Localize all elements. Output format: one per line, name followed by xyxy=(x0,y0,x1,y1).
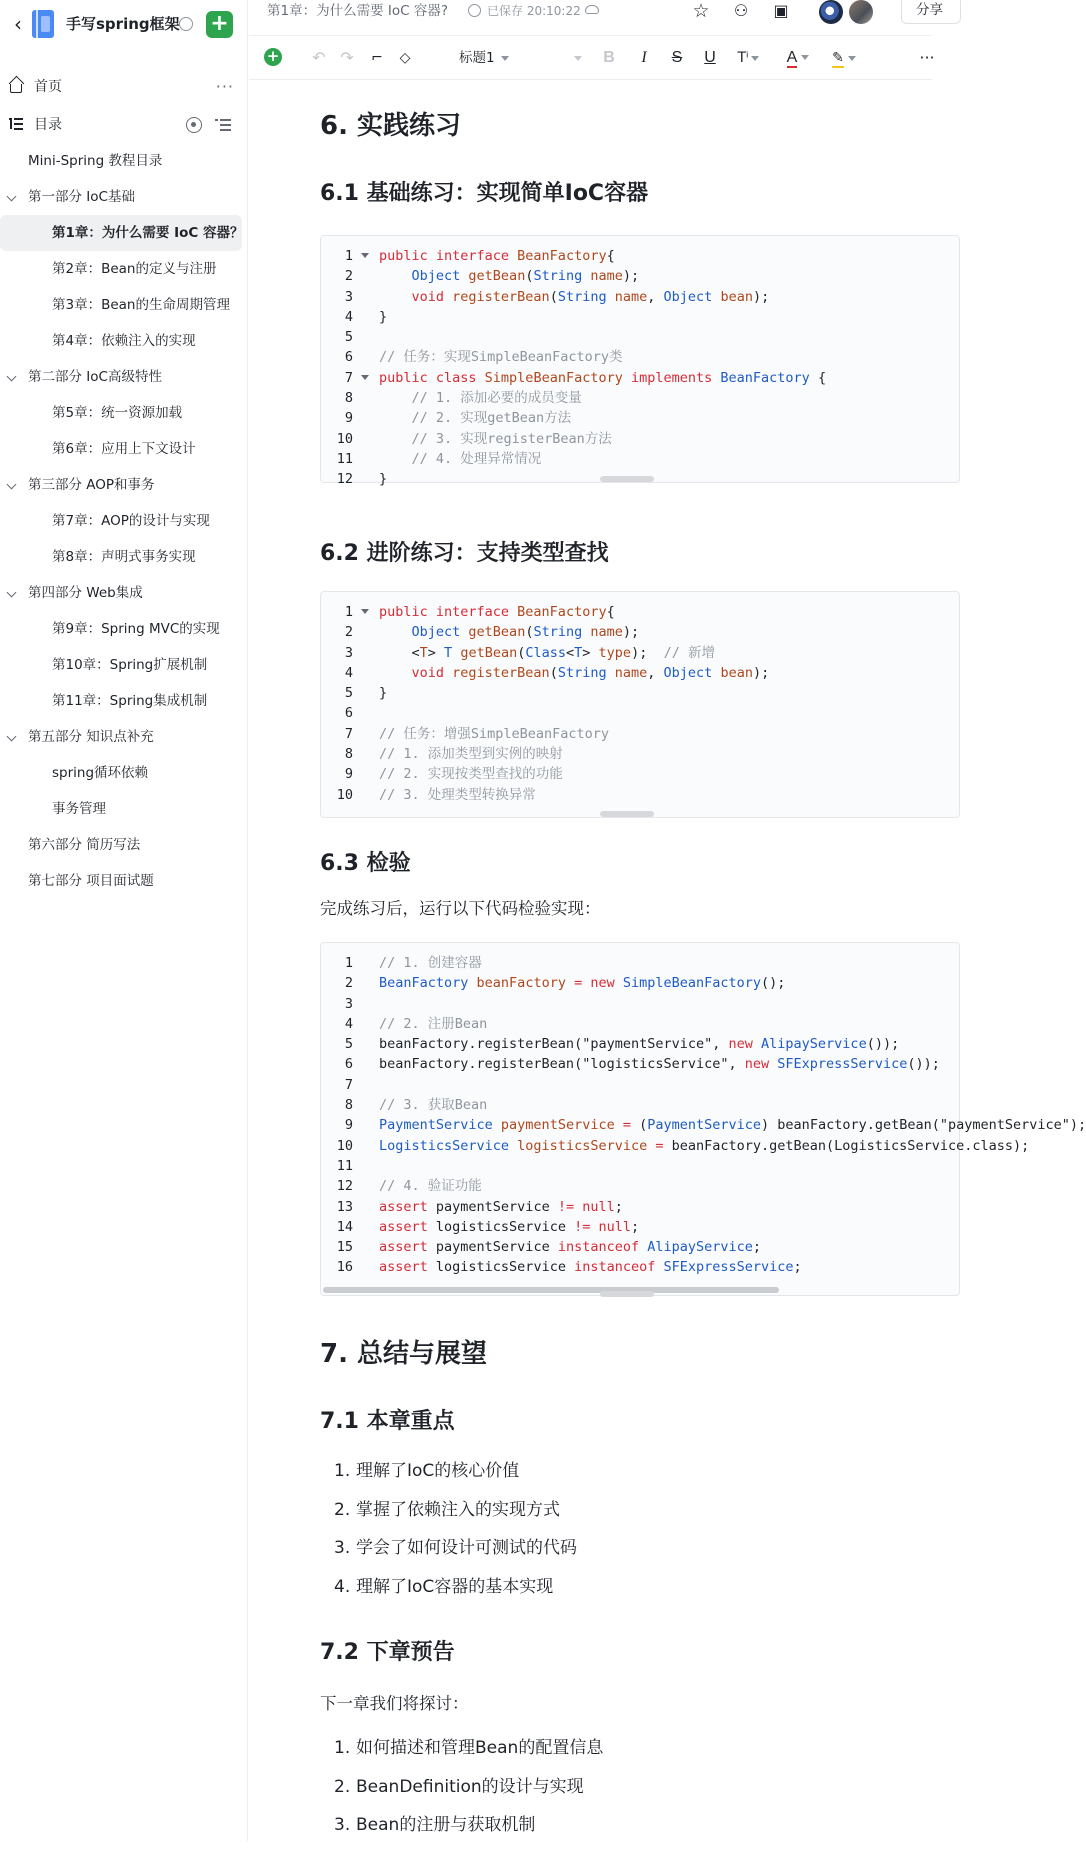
code-text: beanFactory.registerBean("logisticsService", new SFExpressService()); xyxy=(379,1056,940,1073)
code-text: BeanFactory beanFactory = new SimpleBeanFactory(); xyxy=(379,975,786,992)
code-line[interactable] xyxy=(321,1217,959,1237)
code-line[interactable] xyxy=(321,973,959,993)
line-number: 15 xyxy=(336,1239,353,1256)
saved-status-text: 已保存 20:10:22 xyxy=(487,4,581,18)
code-line[interactable] xyxy=(321,703,959,723)
add-button[interactable]: + xyxy=(206,11,233,38)
code-block[interactable] xyxy=(320,942,1086,1296)
line-number: 11 xyxy=(336,1157,353,1174)
heading-practice: 6. 实践练习 xyxy=(320,111,462,141)
line-number: 2 xyxy=(344,975,353,992)
toc-item[interactable]: 第五部分 知识点补充 xyxy=(0,719,248,755)
code-text: assert logisticsService instanceof SFExpressService; xyxy=(379,1259,802,1276)
line-number: 12 xyxy=(336,1178,353,1195)
line-number: 16 xyxy=(336,1259,353,1276)
code-line[interactable] xyxy=(321,1156,959,1176)
code-text: // 任务：实现SimpleBeanFactory类 xyxy=(379,349,623,366)
line-number: 9 xyxy=(344,1117,353,1134)
code-line[interactable] xyxy=(321,368,959,388)
toc-item[interactable]: 第六部分 简历写法 xyxy=(28,837,141,853)
code-line[interactable] xyxy=(321,1095,959,1115)
dropdown-caret-icon[interactable] xyxy=(572,47,584,69)
fold-chevron-icon[interactable] xyxy=(361,253,369,258)
code-scroll-thumb[interactable] xyxy=(600,1291,654,1297)
code-text: public interface BeanFactory{ xyxy=(379,248,615,264)
list-item: 3. Bean的注册与获取机制 xyxy=(334,1815,536,1835)
line-number: 4 xyxy=(344,664,353,681)
code-line[interactable] xyxy=(321,307,959,327)
toc-item[interactable]: 第7章：AOP的设计与实现 xyxy=(52,513,210,529)
strikethrough-button[interactable]: S xyxy=(671,49,683,66)
redo-icon[interactable]: ↷ xyxy=(340,48,354,67)
heading-summary: 7. 总结与展望 xyxy=(320,1339,488,1369)
code-text: PaymentService paymentService = (PaymentService) beanFactory.getBean("paymentService"); xyxy=(379,1117,1086,1134)
code-text: Object getBean(String name); xyxy=(411,268,640,285)
code-line[interactable] xyxy=(321,1237,959,1257)
list-item: 4. 理解了IoC容器的基本实现 xyxy=(334,1576,554,1597)
code-scroll-thumb[interactable] xyxy=(600,811,654,817)
code-line[interactable] xyxy=(321,744,959,764)
next-points-list xyxy=(334,1735,603,1851)
knowledge-base-book-icon xyxy=(32,10,54,38)
chevron-down-icon[interactable] xyxy=(7,732,17,742)
sidebar-header xyxy=(0,0,248,50)
line-number: 6 xyxy=(344,705,353,722)
list-item: 1. 理解了IoC的核心价值 xyxy=(334,1461,520,1481)
chevron-down-icon[interactable] xyxy=(7,192,17,202)
line-number: 14 xyxy=(336,1218,353,1235)
line-number: 3 xyxy=(344,288,353,305)
code-line[interactable] xyxy=(321,724,959,744)
code-horizontal-scrollbar[interactable] xyxy=(323,1287,779,1293)
more-icon[interactable]: ··· xyxy=(215,77,234,96)
sidebar xyxy=(0,0,248,1841)
code-text: assert logisticsService != null; xyxy=(379,1218,640,1235)
code-line[interactable] xyxy=(321,785,959,805)
line-number: 10 xyxy=(336,430,353,447)
code-text: LogisticsService logisticsService = beanFactory.getBean(LogisticsService.class); xyxy=(379,1137,1030,1154)
line-number: 8 xyxy=(344,1097,353,1114)
heading-select[interactable]: 标题1 xyxy=(459,47,549,69)
code-text: <T> T getBean(Class<T> type); // 新增 xyxy=(379,644,715,661)
toc-item-active[interactable]: 第1章：为什么需要 IoC 容器？ xyxy=(0,215,242,251)
code-text: // 3. 实现registerBean方法 xyxy=(379,430,612,447)
heading-key-points: 7.1 本章重点 xyxy=(320,1409,455,1434)
heading-next-chapter: 7.2 下章预告 xyxy=(320,1640,455,1665)
code-line[interactable] xyxy=(321,449,959,469)
line-number: 2 xyxy=(344,624,353,641)
line-number: 7 xyxy=(344,725,353,742)
back-arrow-icon[interactable]: ‹ xyxy=(14,12,22,36)
code-line[interactable] xyxy=(321,1257,959,1277)
code-text: Object getBean(String name); xyxy=(411,624,640,641)
line-number: 1 xyxy=(344,248,353,264)
line-number: 3 xyxy=(344,644,353,661)
saved-status-icon xyxy=(468,4,481,17)
toc-item[interactable]: 第10章：Spring扩展机制 xyxy=(52,657,208,673)
list-item: 3. 学会了如何设计可测试的代码 xyxy=(334,1538,577,1558)
code-text: assert paymentService instanceof AlipayService; xyxy=(379,1239,762,1256)
toc-item[interactable]: 第二部分 IoC高级特性 xyxy=(0,359,248,395)
toc-item[interactable]: 第四部分 Web集成 xyxy=(0,575,248,611)
code-line[interactable] xyxy=(321,408,959,428)
line-number: 2 xyxy=(344,268,353,285)
avatar[interactable] xyxy=(819,0,843,24)
code-line[interactable] xyxy=(321,347,959,367)
code-text: // 3. 获取Bean xyxy=(379,1097,488,1114)
code-line[interactable] xyxy=(321,622,959,642)
code-line[interactable] xyxy=(321,1136,1030,1156)
code-text: beanFactory.registerBean("paymentService", new AlipayService()); xyxy=(379,1036,900,1053)
document-title[interactable]: 第1章：为什么需要 IoC 容器? xyxy=(267,3,449,19)
format-painter-icon[interactable]: ⌐ xyxy=(371,50,383,66)
italic-button[interactable]: I xyxy=(641,49,647,66)
sidebar-item-label: 首页 xyxy=(34,79,62,95)
code-line[interactable] xyxy=(321,1034,959,1054)
sidebar-item-label: 目录 xyxy=(34,117,62,133)
line-number: 11 xyxy=(336,450,353,467)
toc-icon xyxy=(9,117,23,133)
code-line[interactable] xyxy=(321,1054,959,1074)
code-line[interactable] xyxy=(321,683,959,703)
code-line[interactable] xyxy=(321,327,959,347)
code-text: // 任务：增强SimpleBeanFactory xyxy=(379,725,610,742)
code-line[interactable] xyxy=(321,287,959,307)
toc-item[interactable]: 第4章：依赖注入的实现 xyxy=(52,333,196,349)
code-text: public class SimpleBeanFactory implements BeanFactory { xyxy=(379,369,827,386)
toc-item[interactable]: 第8章：声明式事务实现 xyxy=(52,549,196,565)
text-color-button[interactable]: A xyxy=(783,47,813,69)
knowledge-base-title[interactable]: 手写spring框架 xyxy=(66,15,180,33)
code-line[interactable] xyxy=(321,388,959,408)
code-text: public interface BeanFactory{ xyxy=(379,604,615,620)
heading-verify: 6.3 检验 xyxy=(320,851,411,876)
add-collaborator-icon[interactable]: ⚇ xyxy=(733,1,749,20)
code-line[interactable] xyxy=(321,1115,1086,1135)
line-number: 7 xyxy=(344,369,353,386)
toc-item[interactable]: 第三部分 AOP和事务 xyxy=(0,467,248,503)
heading-advanced-exercise: 6.2 进阶练习：支持类型查找 xyxy=(320,541,609,566)
format-toolbar xyxy=(249,36,935,80)
document-header xyxy=(249,0,943,36)
code-text: // 1. 添加类型到实例的映射 xyxy=(379,746,563,763)
list-item: 2. BeanDefinition的设计与实现 xyxy=(334,1776,584,1797)
code-scroll-thumb[interactable] xyxy=(600,476,654,482)
locate-current-icon[interactable] xyxy=(186,117,202,133)
fold-chevron-icon[interactable] xyxy=(361,375,369,380)
line-number: 5 xyxy=(344,1036,353,1053)
sidebar-item-home[interactable] xyxy=(0,70,248,104)
code-line[interactable] xyxy=(321,429,959,449)
presentation-icon[interactable]: ▣ xyxy=(773,1,789,20)
code-line[interactable] xyxy=(321,246,959,266)
toc-item[interactable]: 第七部分 项目面试题 xyxy=(28,873,154,889)
toc-item[interactable]: 第3章：Bean的生命周期管理 xyxy=(52,297,230,313)
code-text: // 4. 验证功能 xyxy=(379,1178,482,1195)
code-line[interactable] xyxy=(321,1014,959,1034)
line-number: 9 xyxy=(344,410,353,427)
code-text: // 4. 处理异常情况 xyxy=(379,450,542,467)
highlight-icon[interactable]: ✎ xyxy=(827,47,861,69)
code-line[interactable] xyxy=(321,602,959,622)
toc-item[interactable]: Mini-Spring 教程目录 xyxy=(28,153,163,169)
line-number: 12 xyxy=(336,471,353,488)
verify-paragraph: 完成练习后，运行以下代码检验实现： xyxy=(320,899,601,918)
more-icon[interactable]: ··· xyxy=(919,48,935,67)
code-text: // 1. 创建容器 xyxy=(379,955,482,971)
line-number: 4 xyxy=(344,308,353,325)
toc-item[interactable]: 第11章：Spring集成机制 xyxy=(52,693,208,709)
code-text: assert paymentService != null; xyxy=(379,1198,623,1215)
key-points-list xyxy=(334,1458,577,1612)
code-line[interactable] xyxy=(321,1075,959,1095)
list-item: 2. 掌握了依赖注入的实现方式 xyxy=(334,1499,560,1520)
toc-item[interactable]: 第一部分 IoC基础 xyxy=(0,179,248,215)
line-number: 1 xyxy=(344,604,353,620)
collapse-all-icon[interactable] xyxy=(215,118,231,132)
home-icon xyxy=(10,84,22,93)
line-number: 8 xyxy=(344,746,353,763)
code-text: void registerBean(String name, Object bean); xyxy=(411,664,770,681)
code-block[interactable] xyxy=(320,235,960,488)
line-number: 5 xyxy=(344,329,353,346)
line-number: 5 xyxy=(344,685,353,702)
code-line[interactable] xyxy=(321,266,959,286)
sidebar-item-toc[interactable] xyxy=(0,108,248,142)
chevron-down-icon[interactable] xyxy=(7,372,17,382)
line-number: 9 xyxy=(344,766,353,783)
undo-icon[interactable]: ↶ xyxy=(312,48,326,67)
chevron-down-icon[interactable] xyxy=(7,588,17,598)
line-number: 6 xyxy=(344,349,353,366)
code-text: // 3. 处理类型转换异常 xyxy=(379,786,536,803)
line-number: 1 xyxy=(344,955,353,971)
insert-block-button[interactable]: + xyxy=(264,48,282,66)
line-number: 8 xyxy=(344,390,353,407)
next-chapter-paragraph: 下一章我们将探讨： xyxy=(320,1694,469,1713)
code-line[interactable] xyxy=(321,663,959,683)
code-text: // 2. 实现按类型查找的功能 xyxy=(379,766,563,783)
toc-item[interactable]: 第5章：统一资源加载 xyxy=(52,405,183,421)
toc-item[interactable]: 第6章：应用上下文设计 xyxy=(52,441,196,457)
clear-format-icon[interactable]: ◇ xyxy=(399,50,411,66)
visibility-icon[interactable] xyxy=(179,17,193,31)
line-number: 10 xyxy=(336,1137,353,1154)
toc-item[interactable]: spring循环依赖 xyxy=(52,765,149,781)
chevron-down-icon[interactable] xyxy=(7,480,17,490)
line-number: 10 xyxy=(336,786,353,803)
code-line[interactable] xyxy=(321,643,959,663)
line-number: 7 xyxy=(344,1076,353,1093)
line-number: 13 xyxy=(336,1198,353,1215)
code-line[interactable] xyxy=(321,1197,959,1217)
code-line[interactable] xyxy=(321,1176,959,1196)
heading-basic-exercise: 6.1 基础练习：实现简单IoC容器 xyxy=(320,181,649,206)
document-body xyxy=(249,80,1086,1841)
avatar[interactable] xyxy=(849,0,873,24)
code-text: // 1. 添加必要的成员变量 xyxy=(379,390,582,407)
toc-tree xyxy=(0,143,248,899)
bold-button[interactable]: B xyxy=(603,49,615,66)
share-button[interactable]: 分享 xyxy=(901,0,961,24)
fold-chevron-icon[interactable] xyxy=(361,609,369,614)
line-number: 6 xyxy=(344,1056,353,1073)
code-text: } xyxy=(379,308,388,325)
underline-button[interactable]: U xyxy=(704,49,716,66)
code-text: // 2. 注册Bean xyxy=(379,1015,488,1032)
code-text: // 2. 实现getBean方法 xyxy=(379,410,572,427)
code-line[interactable] xyxy=(321,953,959,973)
line-number: 4 xyxy=(344,1015,353,1032)
text-style-icon[interactable]: Tⁱ xyxy=(733,47,763,69)
code-text: } xyxy=(379,471,388,488)
list-item: 1. 如何描述和管理Bean的配置信息 xyxy=(334,1738,604,1758)
star-icon[interactable]: ☆ xyxy=(692,0,710,22)
code-text: } xyxy=(379,685,388,702)
toc-item[interactable]: 第9章：Spring MVC的实现 xyxy=(52,621,220,637)
code-block[interactable] xyxy=(320,591,960,818)
toc-item[interactable]: 第2章：Bean的定义与注册 xyxy=(52,261,217,277)
code-text: void registerBean(String name, Object bean); xyxy=(411,288,770,305)
code-line[interactable] xyxy=(321,994,959,1014)
toc-item[interactable]: 事务管理 xyxy=(52,801,106,817)
line-number: 3 xyxy=(344,995,353,1012)
code-line[interactable] xyxy=(321,764,959,784)
cloud-icon xyxy=(585,5,599,14)
